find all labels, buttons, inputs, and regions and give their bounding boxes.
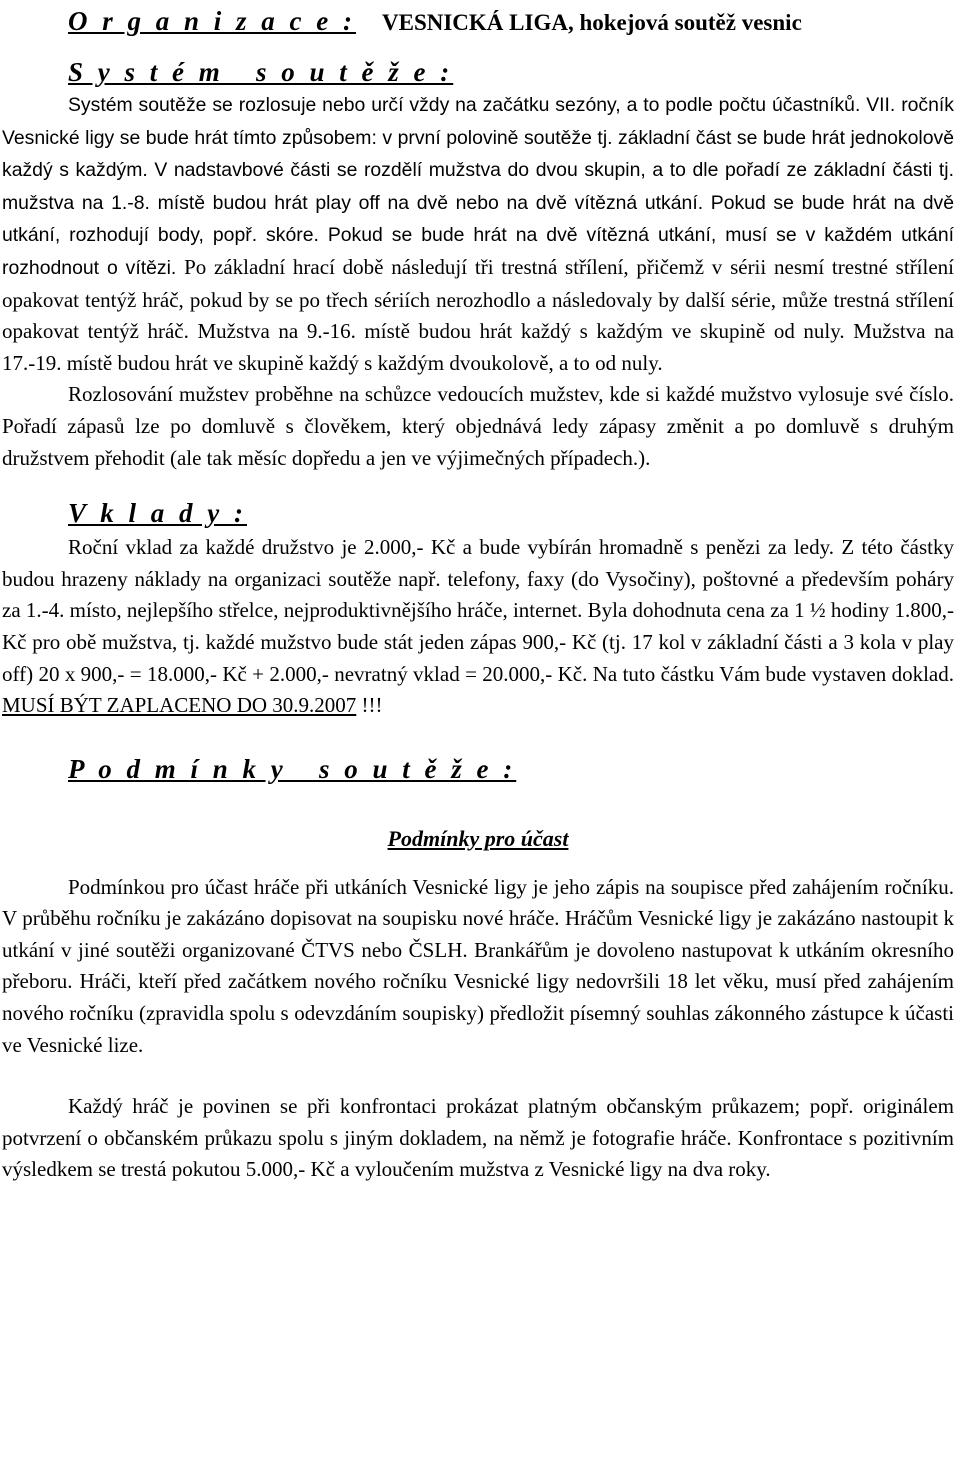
system-paragraph-1-sans: Systém soutěže se rozlosuje nebo určí vždy na začátku sezóny, a to podle počtu účastníků. VII. ročník Vesnické ligy se bude hrát tímto způsobem: v první polovině soutěže tj. základní část se bude hrát jednokolově každý s každým. V nadstavbové části se rozdělí mužstva do dvou skupin, a to dle pořadí ze základní části tj. mužstva na 1.-8. místě budou hrát play off na dvě nebo na dvě vítězná utkání. Pokud se bude hrát na dvě utkání, rozhodují body, popř. skóre. Pokud se bude hrát na dvě vítězná utkání, musí se v každém utkání rozhodnout o vítězi.: [2, 94, 954, 279]
podminky-heading-line: [68, 750, 954, 788]
podminky-paragraph-1: Podmínkou pro účast hráče při utkáních Vesnické ligy je jeho zápis na soupisce před zahájením ročníku. V průběhu ročníku je zakázáno dopisovat na soupisku nové hráče. Hráčům Vesnické ligy je zakázáno nastoupit k utkání v jiné soutěži organizované ČTVS nebo ČSLH. Brankářům je dovoleno nastupovat k utkáním okresního přeboru. Hráči, kteří před začátkem nového ročníku Vesnické ligy nedovršili 18 let věku, musí před zahájením nového ročníku (zpravidla spolu s odevzdáním soupisky) předložit písemný souhlas zákonného zástupce k účasti ve Vesnické lize.: [2, 874, 954, 1057]
organizace-text: VESNICKÁ LIGA, hokejová soutěž vesnic: [382, 10, 802, 35]
system-paragraph-2: Rozlosování mužstev proběhne na schůzce vedoucích mužstev, kde si každé mužstvo vylosuje své číslo. Pořadí zápasů lze po domluvě s člověkem, který objednává ledy zápasy změnit a po domluvě s druhým družstvem přehodit (ale tak měsíc dopředu a jen ve výjimečných případech.).: [2, 382, 954, 470]
podminky-heading: P o d m í n k y s o u t ě ž e :: [68, 753, 517, 784]
podminky-subheading: Podmínky pro účast: [387, 825, 569, 851]
vklady-heading: V k l a d y :: [68, 498, 247, 529]
vklady-exclaim: !!!: [356, 693, 383, 718]
paragraph-gap: [2, 1061, 954, 1091]
system-paragraph-1: [2, 89, 954, 379]
system-heading-line: [68, 55, 954, 89]
vklady-heading-line: [68, 494, 954, 532]
system-paragraph-1-serif: Po základní hrací době následují tři trestná střílení, přičemž v sérii nesmí trestné střílení opakovat tentýž hráč, pokud by se po třech sériích nerozhodlo a následovaly by další série, může trestná střílení opakovat tentýž hráč. Mužstva na 9.-16. místě budou hrát každý s každým ve skupině od nuly. Mužstva na 17.-19. místě budou hrát ve skupině každý s každým dvoukolově, a to od nuly.: [2, 254, 955, 375]
system-heading: S y s t é m s o u t ě ž e :: [68, 57, 454, 87]
organizace-heading-line: [68, 2, 954, 42]
vklady-text: Roční vklad za každé družstvo je 2.000,- Kč a bude vybírán hromadně s penězi za ledy. Z této částky budou hrazeny náklady na organizaci soutěže např. telefony, faxy (do Vysočiny), poštovné a především poháry za 1.-4. místo, nejlepšího střelce, nejproduktivnějšího hráče, internet. Byla dohodnuta cena za 1 ½ hodiny 1.800,- Kč pro obě mužstva, tj. každé mužstvo bude stát jeden zápas 900,- Kč (tj. 17 kol v základní části a 3 kola v play off) 20 x 900,- = 18.000,- Kč + 2.000,- nevratný vklad = 20.000,- Kč. Na tuto částku Vám bude vystaven doklad.: [2, 535, 954, 686]
vklady-paragraph: [2, 532, 954, 722]
podminky-paragraph-2: Každý hráč je povinen se při konfrontaci prokázat platným občanským průkazem; popř. originálem potvrzení o občanském průkazu spolu s jiným dokladem, na němž je fotografie hráče. Konfrontace s pozitivním výsledkem se trestá pokutou 5.000,- Kč a vyloučením mužstva z Vesnické ligy na dva roky.: [2, 1094, 954, 1182]
vklady-payment-deadline: MUSÍ BÝT ZAPLACENO DO 30.9.2007: [2, 693, 357, 718]
organizace-heading: O r g a n i z a c e :: [68, 6, 356, 36]
